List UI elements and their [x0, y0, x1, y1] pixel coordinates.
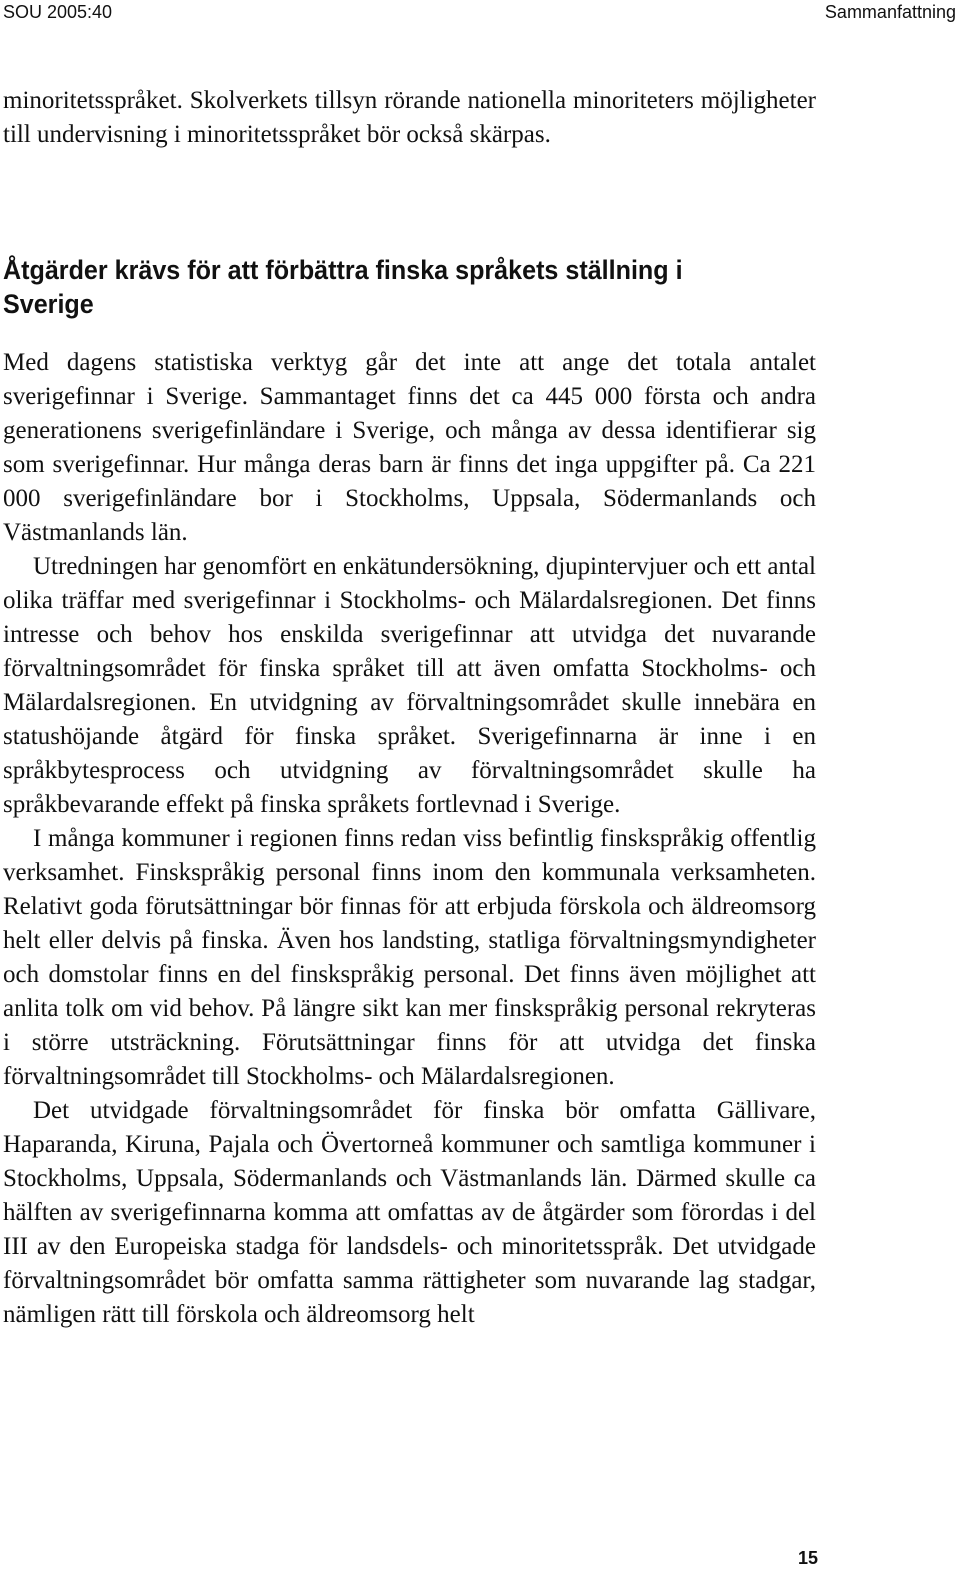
paragraph-municipalities: I många kommuner i regionen finns redan viss befintlig finskspråkig offentlig verksamhet. Finskspråkig personal finns inom den kommunala verksamheten. Relativt goda förutsättningar bör finnas för att erbjuda förskola och äldreomsorg helt eller delvis på finska. Även hos landsting, statliga förvaltningsmyndigheter och domstolar finns en del finskspråkig personal. Det finns även möjlighet att anlita tolk om vid behov. På längre sikt kan mer finskspråkig personal rekryteras i större utsträckning. Förutsättningar finns för att utvidga det finska förvaltningsområdet till Stockholms- och Mälardalsregionen. — [3, 825, 816, 1090]
running-header — [0, 0, 960, 24]
section-body — [3, 346, 816, 1332]
section-heading: Åtgärder krävs för att förbättra finska språkets ställning i Sverige — [3, 255, 683, 319]
intro-paragraph: minoritetsspråket. Skolverkets tillsyn rörande nationella minoriteters möjligheter till undervisning i minoritetsspråket bör också skärpas. — [3, 87, 816, 148]
intro-text — [3, 84, 816, 152]
paragraph-extended-area: Det utvidgade förvaltningsområdet för finska bör omfatta Gällivare, Haparanda, Kiruna, Pajala och Övertorneå kommuner och samtliga kommuner i Stockholms, Uppsala, Södermanlands och Västmanlands län. Därmed skulle ca hälften av sverigefinnarna komma att omfattas av de åtgärder som förordas i del III av den Europeiska stadga för landsdels- och minoritetsspråk. Det utvidgade förvaltningsområdet bör omfatta samma rättigheter som nuvarande lag stadgar, nämligen rätt till förskola och äldreomsorg helt — [3, 1097, 816, 1328]
paragraph-survey: Utredningen har genomfört en enkätundersökning, djupintervjuer och ett antal olika träffar med sverigefinnar i Stockholms- och Mälardalsregionen. Det finns intresse och behov hos enskilda sverigefinnar att utvidga det nuvarande förvaltningsområdet för finska språket till att även omfatta Stockholms- och Mälardalsregionen. En utvidgning av förvaltningsområdet skulle innebära en statushöjande åtgärd för finska språket. Sverigefinnarna är inne i en språkbytesprocess och utvidgning av förvaltningsområdet skulle ha språkbevarande effekt på finska språkets fortlevnad i Sverige. — [3, 553, 816, 818]
section-label: Sammanfattning — [824, 2, 956, 22]
page-number: 15 — [797, 1548, 818, 1568]
document-reference: SOU 2005:40 — [3, 2, 113, 22]
paragraph-statistics: Med dagens statistiska verktyg går det inte att ange det totala antalet sverigefinnar i Sverige. Sammantaget finns det ca 445 000 första och andra generationens sverigefinländare i Sverige, och många av dessa identifierar sig som sverigefinnar. Hur många deras barn är finns det inga uppgifter på. Ca 221 000 sverigefinländare bor i Stockholms, Uppsala, Södermanlands och Västmanlands län. — [3, 349, 816, 546]
